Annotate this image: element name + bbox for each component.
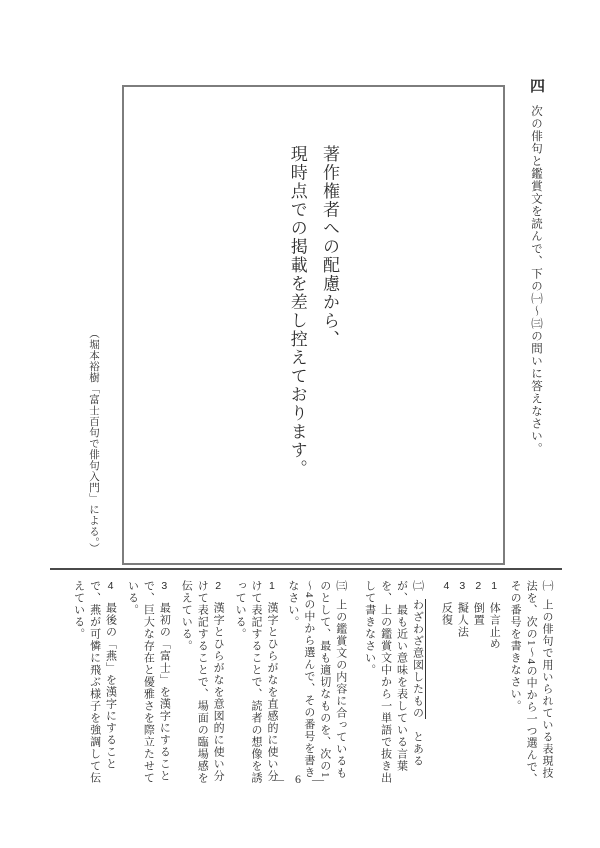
questions-area <box>48 580 554 788</box>
copyright-notice <box>280 145 345 545</box>
passage-placeholder-box <box>122 85 505 565</box>
page-number: — 6 — <box>272 772 328 786</box>
q3-choice-2-number: 2 <box>212 580 225 593</box>
source-attribution: （堀本裕樹「富士百句で俳句入門」による。） <box>88 328 99 554</box>
q3-choice-3-number: 3 <box>158 580 171 593</box>
question-2-body: とあるが、最も近い意味を表している言葉を、上の鑑賞文中から一単語で抜き出して書きなさい。 <box>363 580 424 784</box>
question-3-text <box>284 580 348 788</box>
question-2-quoted-phrase: わざわざ意図したもの <box>411 599 426 719</box>
q1-choice-3-label: 擬人法 <box>456 602 469 638</box>
q3-choice-4-number: 4 <box>104 580 117 593</box>
question-1-marker: ㈠ <box>541 580 553 592</box>
q1-choice-4 <box>437 580 453 788</box>
q3-choice-1-label: 漢字とひらがなを直感的に使い分けて表記することで、読者の想像を誘っている。 <box>234 580 278 784</box>
question-1-text <box>506 580 554 788</box>
copyright-notice-line-2: 現時点での掲載を差し控えております。 <box>287 145 307 478</box>
q1-choice-3-number: 3 <box>456 580 469 593</box>
q3-choice-4-label: 最後の「燕」を漢字にすることで、燕が可憐に飛ぶ様子を強調して伝えている。 <box>72 580 117 784</box>
q3-choice-4 <box>70 580 118 788</box>
q3-choice-1 <box>231 580 279 788</box>
q3-choice-2-label: 漢字とひらがなを意図的に使い分けて表記することで、場面の臨場感を伝えている。 <box>180 580 225 784</box>
q1-choice-1-number: 1 <box>488 580 501 593</box>
q3-choice-3-label: 最初の「富士」を漢字にすることで、巨大な存在と優雅さを際立たせている。 <box>126 580 171 784</box>
question-3-choices <box>70 580 279 788</box>
question-1-body: 上の俳句で用いられている表現技法を、次の1～4の中から一つ選んで、その番号を書きなさい。 <box>509 580 553 785</box>
question-1-choices <box>437 580 501 788</box>
question-2-text <box>361 580 425 788</box>
section-number: 四 <box>528 78 544 93</box>
question-3-body: 上の鑑賞文の内容に合っているものとして、最も適切なものを、次の1～4の中から選んで、その番号を書きなさい。 <box>286 580 347 779</box>
q1-choice-1-label: 体言止め <box>488 602 501 650</box>
q1-choice-2-label: 倒置 <box>472 602 485 626</box>
section-divider-rule <box>50 568 562 570</box>
q3-choice-2 <box>177 580 225 788</box>
question-2-marker: ㈡ <box>411 580 424 592</box>
section-header-column <box>524 78 548 478</box>
question-3-marker: ㈢ <box>334 580 347 592</box>
q3-choice-1-number: 1 <box>265 580 278 593</box>
copyright-notice-line-1: 著作権者への配慮から、 <box>320 145 339 349</box>
q3-choice-3 <box>124 580 172 788</box>
q1-choice-2 <box>469 580 485 788</box>
q1-choice-4-number: 4 <box>440 580 453 593</box>
section-instruction: 次の俳句と鑑賞文を読んで、下の㈠～㈢の問いに答えなさい。 <box>530 105 542 455</box>
q1-choice-4-label: 反復 <box>440 602 453 626</box>
q1-choice-1 <box>485 580 501 788</box>
q1-choice-3 <box>453 580 469 788</box>
q1-choice-2-number: 2 <box>472 580 485 593</box>
